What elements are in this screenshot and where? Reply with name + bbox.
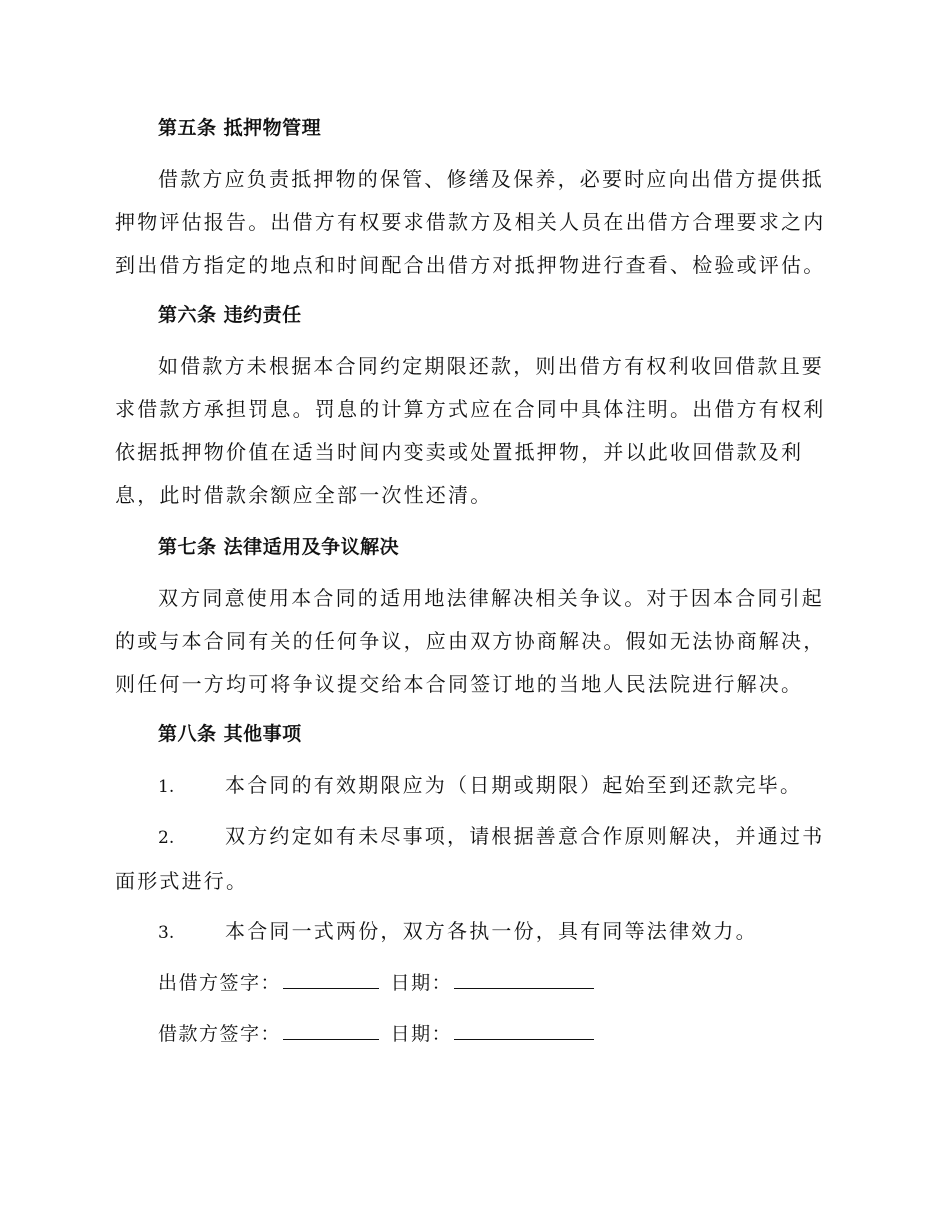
list-item-text: 本合同的有效期限应为（日期或期限）起始至到还款完毕。 — [225, 773, 803, 797]
section-7-body: 双方同意使用本合同的适用地法律解决相关争议。对于因本合同引起的或与本合同有关的任何争议，应由双方协商解决。假如无法协商解决，则任何一方均可将争议提交给本合同签订地的当地人民法院进行解决。 — [115, 586, 826, 696]
list-item — [115, 910, 831, 955]
section-7-heading: 第七条 法律适用及争议解决 — [158, 536, 400, 558]
lender-signature-blank[interactable] — [283, 970, 379, 989]
borrower-date-label: 日期： — [390, 1023, 453, 1045]
borrower-signature-blank[interactable] — [283, 1021, 379, 1040]
borrower-signature-label: 借款方签字： — [158, 1023, 282, 1045]
list-item-number: 3. — [158, 923, 175, 943]
lender-signature-label: 出借方签字： — [158, 972, 282, 994]
list-item-number: 1. — [158, 777, 175, 797]
section-8-heading: 第八条 其他事项 — [158, 723, 302, 745]
list-item — [115, 764, 831, 809]
lender-date-label: 日期： — [390, 972, 453, 994]
borrower-signature-line — [158, 1021, 598, 1047]
list-item-text: 本合同一式两份，双方各执一份，具有同等法律效力。 — [225, 919, 758, 943]
lender-date-blank[interactable] — [454, 970, 594, 989]
list-item-text: 双方约定如有未尽事项，请根据善意合作原则解决，并通过书面形式进行。 — [115, 824, 825, 893]
list-item — [115, 815, 831, 903]
section-5-body: 借款方应负责抵押物的保管、修缮及保养，必要时应向出借方提供抵押物评估报告。出借方有权要求借款方及相关人员在出借方合理要求之内到出借方指定的地点和时间配合出借方对抵押物进行查看、检验或评估。 — [115, 167, 826, 277]
section-6-heading: 第六条 违约责任 — [158, 304, 302, 326]
lender-signature-line — [158, 970, 598, 996]
borrower-date-blank[interactable] — [454, 1021, 594, 1040]
section-6-body: 如借款方未根据本合同约定期限还款，则出借方有权利收回借款且要求借款方承担罚息。罚息的计算方式应在合同中具体注明。出借方有权利依据抵押物价值在适当时间内变卖或处置抵押物，并以此收回借款及利息，此时借款余额应全部一次性还清。 — [115, 354, 826, 507]
section-5-heading: 第五条 抵押物管理 — [158, 117, 322, 139]
list-item-number: 2. — [158, 828, 175, 848]
